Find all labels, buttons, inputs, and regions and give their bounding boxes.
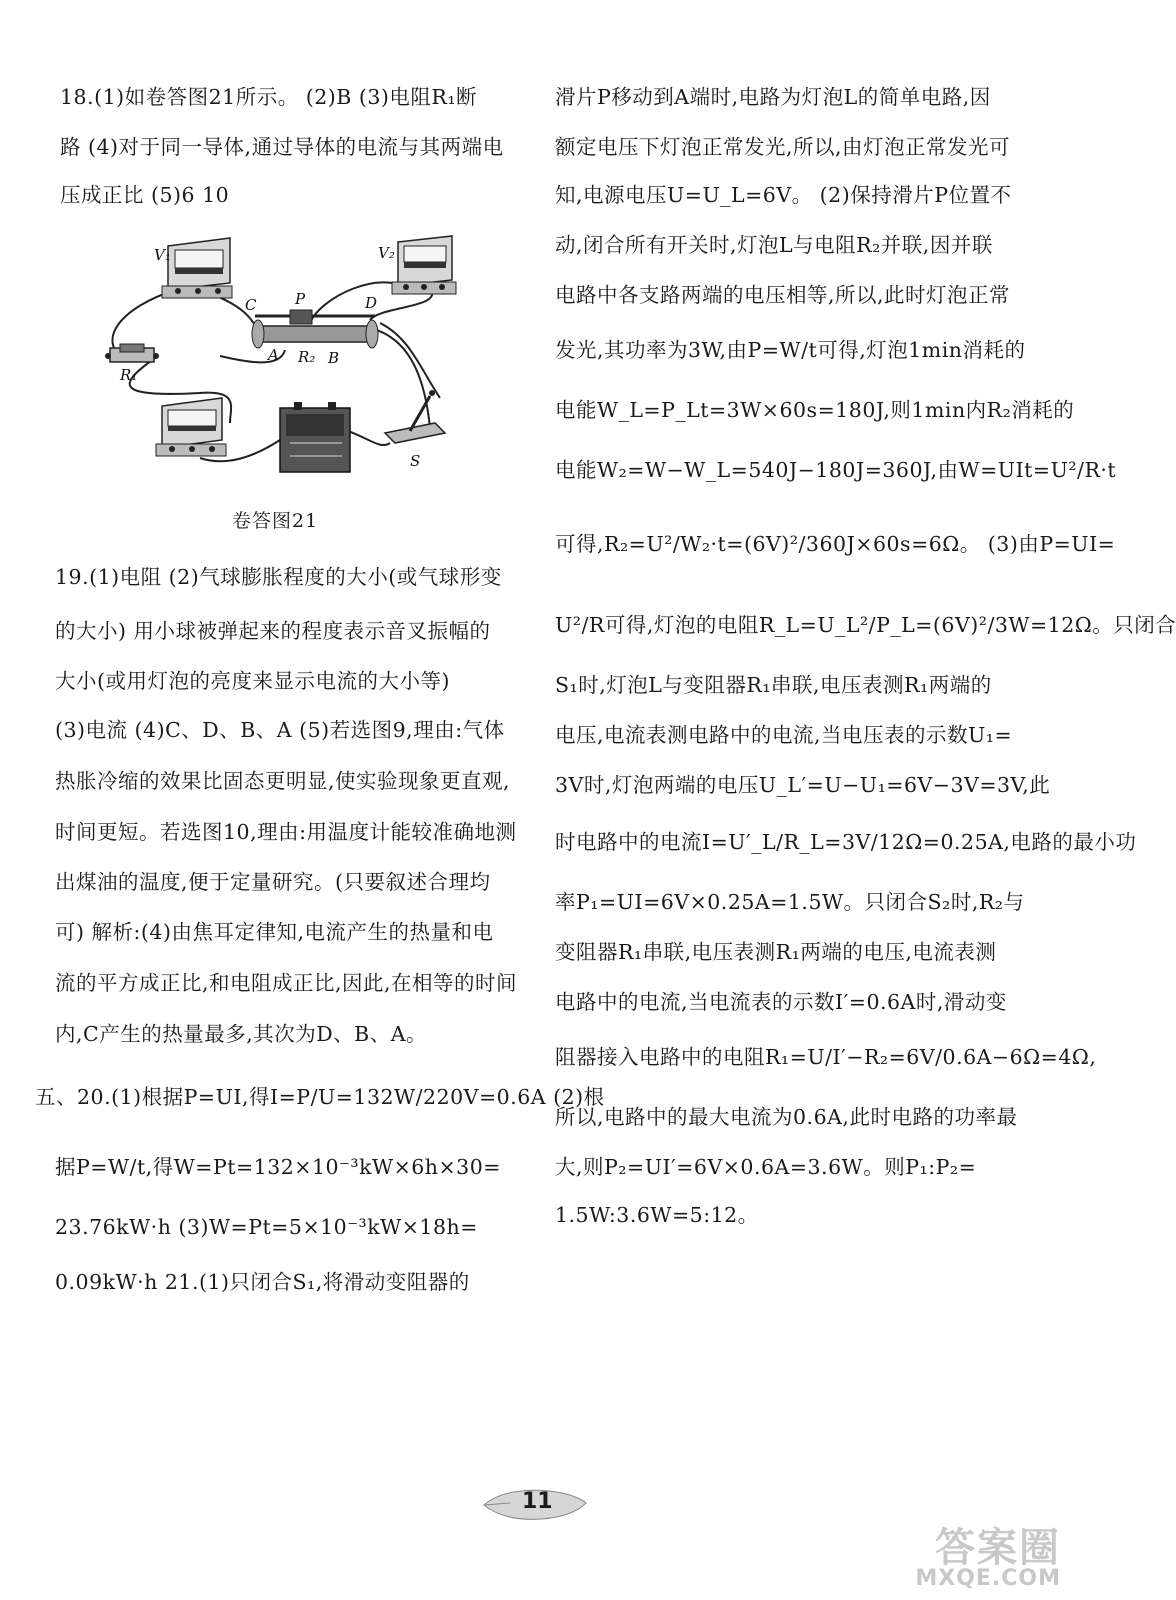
answer-line: 热胀冷缩的效果比固态更明显,使实验现象更直观, [55,769,511,793]
watermark-text: 答案圈 [935,1525,1061,1571]
answer-line: 发光,其功率为3W,由P=W/t可得,灯泡1min消耗的 [555,338,1026,362]
answer-line: 电压,电流表测电路中的电流,当电压表的示数U₁= [555,723,1013,747]
answer-line: 据P=W/t,得W=Pt=132×10⁻³kW×6h×30= [55,1155,501,1179]
label-s: S [410,452,421,470]
figure-caption: 卷答图21 [232,510,319,532]
answer-line: 电能W_L=P_Lt=3W×60s=180J,则1min内R₂消耗的 [555,398,1075,422]
label-p: P [295,290,306,308]
voltmeter-v1 [162,238,232,298]
answer-line: 可得,R₂=U²/W₂·t=(6V)²/360J×60s=6Ω。 (3)由P=UI= [555,532,1116,556]
answer-line: 滑片P移动到A端时,电路为灯泡L的简单电路,因 [555,85,991,109]
watermark-url: MXQE.COM [915,1566,1061,1591]
answer-line: 0.09kW·h 21.(1)只闭合S₁,将滑动变阻器的 [55,1270,470,1294]
circuit-diagram [80,228,480,488]
answer-line: 所以,电路中的最大电流为0.6A,此时电路的功率最 [555,1105,1018,1129]
answer-line: 路 (4)对于同一导体,通过导体的电流与其两端电 [60,135,504,159]
answer-line: 动,闭合所有开关时,灯泡L与电阻R₂并联,因并联 [555,233,993,257]
answer-line: 时电路中的电流I=U′_L/R_L=3V/12Ω=0.25A,电路的最小功 [555,830,1137,854]
answer-line: 电路中各支路两端的电压相等,所以,此时灯泡正常 [555,283,1011,307]
label-b: B [328,349,340,367]
answer-line: 压成正比 (5)6 10 [60,183,230,207]
label-a: A [268,346,279,364]
answer-line: 五、20.(1)根据P=UI,得I=P/U=132W/220V=0.6A (2)根 [35,1085,605,1109]
label-d: D [365,294,378,312]
switch-s [385,390,445,443]
answer-line: 变阻器R₁串联,电压表测R₁两端的电压,电流表测 [555,940,997,964]
label-r1: R₁ [120,366,138,384]
answer-line: 的大小) 用小球被弹起来的程度表示音叉振幅的 [55,619,491,643]
answer-line: 时间更短。若选图10,理由:用温度计能较准确地测 [55,820,517,844]
answer-line: 19.(1)电阻 (2)气球膨胀程度的大小(或气球形变 [55,565,502,589]
page-number [480,1483,590,1523]
answer-line: 出煤油的温度,便于定量研究。(只要叙述合理均 [55,870,491,894]
answer-line: S₁时,灯泡L与变阻器R₁串联,电压表测R₁两端的 [555,673,992,697]
answer-line: 率P₁=UI=6V×0.25A=1.5W。只闭合S₂时,R₂与 [555,890,1025,914]
answer-line: 额定电压下灯泡正常发光,所以,由灯泡正常发光可 [555,135,1011,159]
answer-line: 可) 解析:(4)由焦耳定律知,电流产生的热量和电 [55,920,494,944]
answer-line: 知,电源电压U=U_L=6V。 (2)保持滑片P位置不 [555,183,1012,207]
answer-line: 大,则P₂=UI′=6V×0.6A=3.6W。则P₁:P₂= [555,1155,977,1179]
label-v2: V₂ [378,244,395,262]
answer-line: 电路中的电流,当电流表的示数I′=0.6A时,滑动变 [555,990,1007,1014]
answer-line: 内,C产生的热量最多,其次为D、B、A。 [55,1022,428,1046]
label-r2: R₂ [298,348,316,366]
answer-line: 23.76kW·h (3)W=Pt=5×10⁻³kW×18h= [55,1215,478,1239]
label-v1: V₁ [154,246,171,264]
answer-line: 3V时,灯泡两端的电压U_L′=U−U₁=6V−3V=3V,此 [555,773,1051,797]
answer-line: 阻器接入电路中的电阻R₁=U/I′−R₂=6V/0.6A−6Ω=4Ω, [555,1045,1097,1069]
answer-line: 大小(或用灯泡的亮度来显示电流的大小等) [55,669,450,693]
answer-line: 流的平方成正比,和电阻成正比,因此,在相等的时间 [55,971,518,995]
ammeter [156,398,226,456]
circuit-figure [80,228,480,488]
answer-line: 18.(1)如卷答图21所示。 (2)B (3)电阻R₁断 [60,85,478,109]
watermark-logo [877,1516,1067,1596]
battery [280,402,350,472]
voltmeter-v2 [392,236,456,294]
answer-line: 1.5W:3.6W=5:12。 [555,1203,759,1227]
rheostat-r2 [252,310,378,348]
answer-line: (3)电流 (4)C、D、B、A (5)若选图9,理由:气体 [55,718,505,742]
answer-line: 电能W₂=W−W_L=540J−180J=360J,由W=UIt=U²/R·t [555,458,1117,482]
answer-line: U²/R可得,灯泡的电阻R_L=U_L²/P_L=(6V)²/3W=12Ω。只闭合 [555,613,1176,637]
page-number-text: 11 [522,1489,553,1514]
label-c: C [245,296,257,314]
